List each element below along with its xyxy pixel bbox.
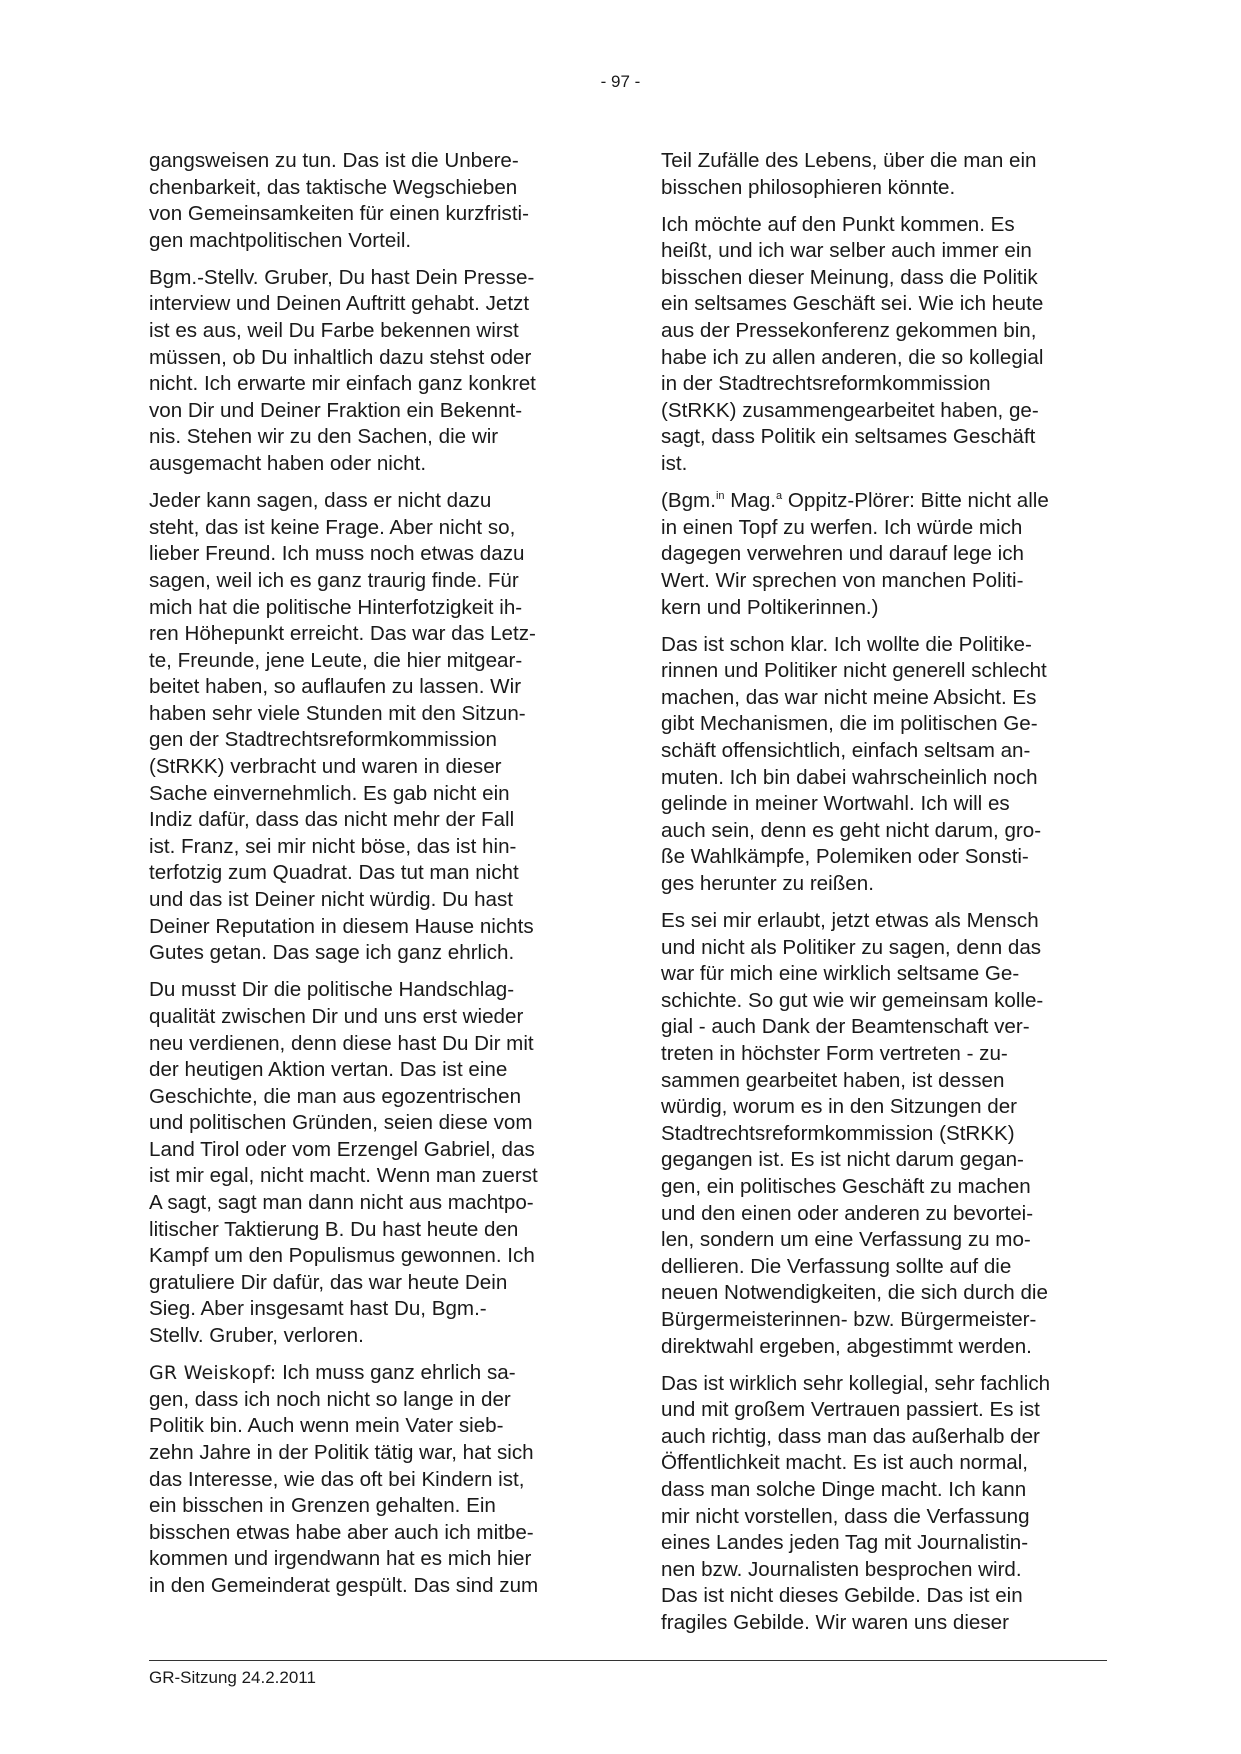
speech-text: Ich muss ganz ehrlich sa- gen, dass ich noch nicht so lange in der Politik bin. Auch wenn mein Vater sieb- zehn Jahre in der Politik tätig war, hat sich das Interesse, wie das oft bei Kindern ist, ein bisschen in Grenzen gehalten. Ein bisschen etwas habe aber auch ich mitbe- kommen und irgendwann hat es mich hier in den Gemeinderat gespült. Das sind zum — [149, 1361, 539, 1597]
paragraph: Es sei mir erlaubt, jetzt etwas als Mensch und nicht als Politiker zu sagen, denn das war für mich eine wirklich seltsame Ge- schichte. So gut wie wir gemeinsam kolle- gial - auch Dank der Beamtenschaft ver- treten in höchster Form vertreten - zu- sammen gearbeitet haben, ist dessen würdig, worum es in den Sitzungen der Stadtrechtsreformkommission (StRKK) gegangen ist. Es ist nicht darum gegan- gen, ein politisches Geschäft zu machen und den einen oder anderen zu bevortei- len, sondern um eine Verfassung zu mo- dellieren. Die Verfassung sollte auf die neuen Notwendigkeiten, die sich durch die Bürgermeisterinnen- bzw. Bürgermeister- direktwahl ergeben, abgestimmt werden. — [661, 909, 1048, 1358]
footer-session-date: GR-Sitzung 24.2.2011 — [149, 1668, 316, 1687]
interjection-part: Mag. — [724, 489, 777, 513]
paragraph: Das ist schon klar. Ich wollte die Politike- rinnen und Politiker nicht generell schlecht machen, das war nicht meine Absicht. Es gibt Mechanismen, die im politischen Ge- schäft offensichtlich, einfach seltsam an- muten. Ich bin dabei wahrscheinlich noch gelinde in meiner Wortwahl. Ich will es auch sein, denn es geht nicht darum, gro- ße Wahlkämpfe, Polemiken oder Sonsti- ges herunter zu reißen. — [661, 632, 1047, 895]
paragraph: Teil Zufälle des Lebens, über die man ein bisschen philosophieren könnte. — [661, 149, 1037, 199]
paragraph: Du musst Dir die politische Handschlag- qualität zwischen Dir und uns erst wieder neu verdienen, denn diese hast Du Dir mit der heutigen Aktion vertan. Das ist eine Geschichte, die man aus egozentrischen und politischen Gründen, seien diese vom Land Tirol oder vom Erzengel Gabriel, das ist mir egal, nicht macht. Wenn man zuerst A sagt, sagt man dann nicht aus machtpo- litischer Taktierung B. Du hast heute den Kampf um den Populismus gewonnen. Ich gratuliere Dir dafür, das war heute Dein Sieg. Aber insgesamt hast Du, Bgm.- Stellv. Gruber, verloren. — [149, 978, 538, 1348]
paragraph: Bgm.-Stellv. Gruber, Du hast Dein Presse- interview und Deinen Auftritt gehabt. Jetzt ist es aus, weil Du Farbe bekennen wirst müssen, ob Du inhaltlich dazu stehst oder nicht. Ich erwarte mir einfach ganz konkret von Dir und Deiner Fraktion ein Bekennt- nis. Stehen wir zu den Sachen, die wir ausgemacht haben oder nicht. — [149, 265, 536, 476]
interjection-paragraph — [661, 488, 1109, 621]
right-column — [661, 148, 1109, 1647]
page-number: - 97 - — [600, 72, 641, 91]
paragraph: Jeder kann sagen, dass er nicht dazu steht, das ist keine Frage. Aber nicht so, lieber Freund. Ich muss noch etwas dazu sagen, weil ich es ganz traurig finde. Für mich hat die politische Hinterfotzigkeit ih- ren Höhepunkt erreicht. Das war das Letz- te, Freunde, jene Leute, die hier mitgear- beitet haben, so auflaufen zu lassen. Wir haben sehr viele Stunden mit den Sitzun- gen der Stadtrechtsreformkommission (StRKK) verbracht und waren in dieser Sache einvernehmlich. Es gab nicht ein Indiz dafür, dass das nicht mehr der Fall ist. Franz, sei mir nicht böse, das ist hin- terfotzig zum Quadrat. Das tut man nicht und das ist Deiner nicht würdig. Du hast Deiner Reputation in diesem Hause nichts Gutes getan. Das sage ich ganz ehrlich. — [149, 489, 536, 965]
superscript: a — [776, 490, 783, 503]
footer-divider — [149, 1660, 1107, 1661]
superscript: in — [715, 490, 725, 503]
interjection-part: Oppitz-Plörer: Bitte nicht alle in einen Topf zu werfen. Ich würde mich dagegen verwehren und darauf lege ich Wert. Wir sprechen von manchen Politi- kern und Poltikerinnen.) — [661, 489, 1049, 619]
paragraph: Das ist wirklich sehr kollegial, sehr fachlich und mit großem Vertrauen passiert. Es ist auch richtig, dass man das außerhalb der Öffentlichkeit macht. Es ist auch normal, dass man solche Dinge macht. Ich kann mir nicht vorstellen, dass die Verfassung eines Landes jeden Tag mit Journalistin- nen bzw. Journalisten besprochen wird. Das ist nicht dieses Gebilde. Das ist ein fragiles Gebilde. Wir waren uns dieser — [661, 1371, 1051, 1634]
paragraph: Ich möchte auf den Punkt kommen. Es heißt, und ich war selber auch immer ein bisschen dieser Meinung, dass die Politik ein seltsames Geschäft sei. Wie ich heute aus der Pressekonferenz gekommen bin, habe ich zu allen anderen, die so kollegial in der Stadtrechtsreformkommission (StRKK) zusammengearbeitet haben, ge- sagt, dass Politik ein seltsames Geschäft ist. — [661, 212, 1044, 476]
speaker-name: GR Weiskopf: — [149, 1362, 277, 1385]
paragraph: gangsweisen zu tun. Das ist die Unbere- chenbarkeit, das taktische Wegschieben von Gemeinsamkeiten für einen kurzfristi- gen machtpolitischen Vorteil. — [149, 149, 529, 252]
left-column — [149, 148, 589, 1610]
paragraph-speaker-weiskopf — [149, 1360, 589, 1599]
interjection-part: (Bgm. — [661, 489, 716, 513]
